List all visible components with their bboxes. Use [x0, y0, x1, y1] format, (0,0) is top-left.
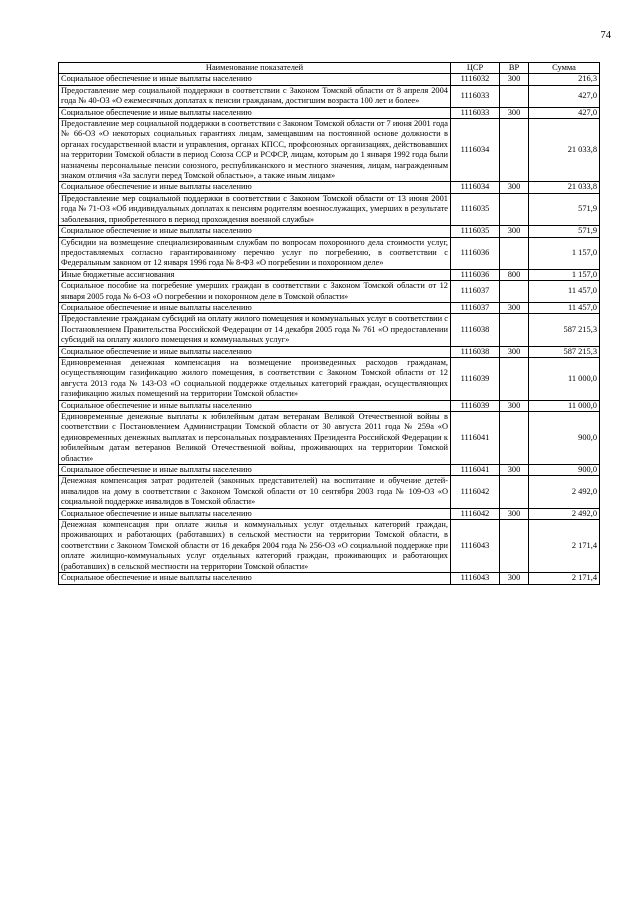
row-sum: 427,0 [529, 107, 600, 118]
row-name: Социальное обеспечение и иные выплаты населению [59, 465, 451, 476]
row-csr: 1116043 [451, 520, 500, 573]
row-csr: 1116034 [451, 182, 500, 193]
row-sum: 900,0 [529, 465, 600, 476]
table-row [59, 465, 600, 476]
row-name: Социальное обеспечение и иные выплаты населению [59, 182, 451, 193]
row-csr: 1116035 [451, 193, 500, 225]
row-csr: 1116038 [451, 346, 500, 357]
table-row [59, 400, 600, 411]
row-name: Предоставление гражданам субсидий на оплату жилого помещения и коммунальных услуг в соответствии с Постановлением Правительства Российской Федерации от 14 декабря 2005 года № 761 «О предоставлении субсидий на оплату жилого помещения и коммунальных услуг» [59, 314, 451, 346]
row-vr: 800 [500, 269, 529, 280]
row-csr: 1116039 [451, 400, 500, 411]
header-sum: Сумма [529, 63, 600, 74]
table-row [59, 357, 600, 400]
table-row [59, 476, 600, 508]
row-sum: 2 492,0 [529, 476, 600, 508]
row-csr: 1116036 [451, 269, 500, 280]
row-sum: 21 033,8 [529, 182, 600, 193]
row-sum: 2 171,4 [529, 520, 600, 573]
row-sum: 427,0 [529, 85, 600, 107]
row-csr: 1116037 [451, 281, 500, 303]
table-row [59, 74, 600, 85]
table-row [59, 193, 600, 225]
table-row [59, 314, 600, 346]
header-name: Наименование показателей [59, 63, 451, 74]
table-row [59, 226, 600, 237]
row-name: Социальное обеспечение и иные выплаты населению [59, 400, 451, 411]
row-csr: 1116039 [451, 357, 500, 400]
table-row [59, 182, 600, 193]
row-vr [500, 476, 529, 508]
row-name: Денежная компенсация затрат родителей (законных представителей) на воспитание и обучение детей-инвалидов на дому в соответствии с Законом Томской области от 10 сентября 2003 года № 109-ОЗ «О социальной поддержке инвалидов в Томской области» [59, 476, 451, 508]
row-sum: 2 171,4 [529, 573, 600, 584]
row-name: Предоставление мер социальной поддержки в соответствии с Законом Томской области от 13 июня 2001 года № 71-ОЗ «Об индивидуальных доплатах к пенсиям родителям военнослужащих, умерших в результате заболевания, приобретенного в период прохождения военной службы» [59, 193, 451, 225]
row-name: Социальное обеспечение и иные выплаты населению [59, 508, 451, 519]
row-name: Единовременные денежные выплаты к юбилейным датам ветеранам Великой Отечественной войны в соответствии с Постановлением Администрации Томской области от 30 августа 2011 года № 259а «О единовременных денежных выплатах и персональных поздравлениях Президента Российской Федерации к юбилейным датам ветеранов Великой Отечественной войны, проживающих на территории Томской области» [59, 412, 451, 465]
row-csr: 1116037 [451, 302, 500, 313]
row-vr [500, 520, 529, 573]
row-sum: 1 157,0 [529, 269, 600, 280]
row-name: Предоставление мер социальной поддержки в соответствии с Законом Томской области от 7 июня 2001 года № 66-ОЗ «О некоторых социальных гарантиях лицам, замещавшим на постоянной основе должности в органах государственной власти и управления, органах КПСС, профсоюзных организациях, действовавших на территории Томской области в период Союза ССР и РСФСР, лицам, которым до 1 января 1992 года были назначены персональные пенсии союзного, республиканского и местного значения, лицам, награжденным знаком отличия «За заслуги перед Томской областью», а также иным лицам» [59, 119, 451, 182]
row-vr: 300 [500, 302, 529, 313]
row-csr: 1116034 [451, 119, 500, 182]
row-sum: 571,9 [529, 226, 600, 237]
row-csr: 1116041 [451, 412, 500, 465]
row-csr: 1116038 [451, 314, 500, 346]
table-row [59, 237, 600, 269]
row-csr: 1116033 [451, 107, 500, 118]
row-sum: 11 000,0 [529, 400, 600, 411]
row-name: Субсидии на возмещение специализированным службам по вопросам похоронного дела стоимости услуг, предоставляемых согласно гарантированному перечню услуг по погребению, в соответствии с Федеральным законом от 12 января 1996 года № 8-ФЗ «О погребении и похоронном деле» [59, 237, 451, 269]
table-row [59, 269, 600, 280]
row-vr [500, 85, 529, 107]
row-name: Социальное обеспечение и иные выплаты населению [59, 74, 451, 85]
table-row [59, 119, 600, 182]
row-csr: 1116041 [451, 465, 500, 476]
row-name: Социальное обеспечение и иные выплаты населению [59, 226, 451, 237]
row-csr: 1116036 [451, 237, 500, 269]
table-row [59, 346, 600, 357]
row-vr: 300 [500, 465, 529, 476]
row-name: Социальное обеспечение и иные выплаты населению [59, 573, 451, 584]
row-csr: 1116043 [451, 573, 500, 584]
row-sum: 571,9 [529, 193, 600, 225]
row-vr [500, 193, 529, 225]
budget-table [58, 62, 600, 585]
header-vr: ВР [500, 63, 529, 74]
row-vr: 300 [500, 346, 529, 357]
table-row [59, 107, 600, 118]
table-row [59, 508, 600, 519]
row-vr [500, 119, 529, 182]
row-vr [500, 314, 529, 346]
row-csr: 1116033 [451, 85, 500, 107]
row-vr: 300 [500, 400, 529, 411]
row-vr: 300 [500, 226, 529, 237]
row-name: Предоставление мер социальной поддержки в соответствии с Законом Томской области от 8 апреля 2004 года № 40-ОЗ «О ежемесячных доплатах к пенсии гражданам, достигшим возраста 100 лет и более» [59, 85, 451, 107]
row-name: Денежная компенсация при оплате жилья и коммунальных услуг отдельных категорий граждан, проживающих и работающих (работавших) в сельской местности на территории Томской области, в соответствии с Законом Томской области от 16 декабря 2004 года № 256-ОЗ «О социальной поддержке при оплате жилищно-коммунальных услуг отдельных категорий граждан, проживающих и работающих (работавших) в сельской местности на территории Томской области» [59, 520, 451, 573]
row-sum: 21 033,8 [529, 119, 600, 182]
row-name: Единовременная денежная компенсация на возмещение произведенных расходов гражданам, осуществляющим газификацию жилого помещения, в соответствии с Законом Томской области от 12 августа 2013 года № 143-ОЗ «О социальной поддержке отдельных категорий граждан, осуществляющих газификацию жилых помещений на территории Томской области» [59, 357, 451, 400]
row-sum: 216,3 [529, 74, 600, 85]
header-csr: ЦСР [451, 63, 500, 74]
row-vr: 300 [500, 107, 529, 118]
row-sum: 2 492,0 [529, 508, 600, 519]
table-header-row [59, 63, 600, 74]
table-row [59, 281, 600, 303]
page-number: 74 [600, 30, 611, 41]
row-vr: 300 [500, 508, 529, 519]
row-sum: 11 457,0 [529, 281, 600, 303]
row-vr [500, 281, 529, 303]
row-sum: 587 215,3 [529, 346, 600, 357]
row-sum: 587 215,3 [529, 314, 600, 346]
row-vr [500, 412, 529, 465]
row-csr: 1116035 [451, 226, 500, 237]
row-vr [500, 357, 529, 400]
row-vr: 300 [500, 573, 529, 584]
row-sum: 11 457,0 [529, 302, 600, 313]
table-row [59, 520, 600, 573]
row-csr: 1116042 [451, 476, 500, 508]
row-name: Социальное пособие на погребение умерших граждан в соответствии с Законом Томской области от 12 января 2005 года № 6-ОЗ «О погребении и похоронном деле в Томской области» [59, 281, 451, 303]
row-csr: 1116042 [451, 508, 500, 519]
row-name: Иные бюджетные ассигнования [59, 269, 451, 280]
row-vr: 300 [500, 74, 529, 85]
row-vr [500, 237, 529, 269]
row-csr: 1116032 [451, 74, 500, 85]
row-sum: 1 157,0 [529, 237, 600, 269]
row-sum: 900,0 [529, 412, 600, 465]
row-vr: 300 [500, 182, 529, 193]
row-sum: 11 000,0 [529, 357, 600, 400]
row-name: Социальное обеспечение и иные выплаты населению [59, 346, 451, 357]
table-row [59, 85, 600, 107]
table-row [59, 302, 600, 313]
row-name: Социальное обеспечение и иные выплаты населению [59, 107, 451, 118]
row-name: Социальное обеспечение и иные выплаты населению [59, 302, 451, 313]
table-row [59, 573, 600, 584]
table-row [59, 412, 600, 465]
